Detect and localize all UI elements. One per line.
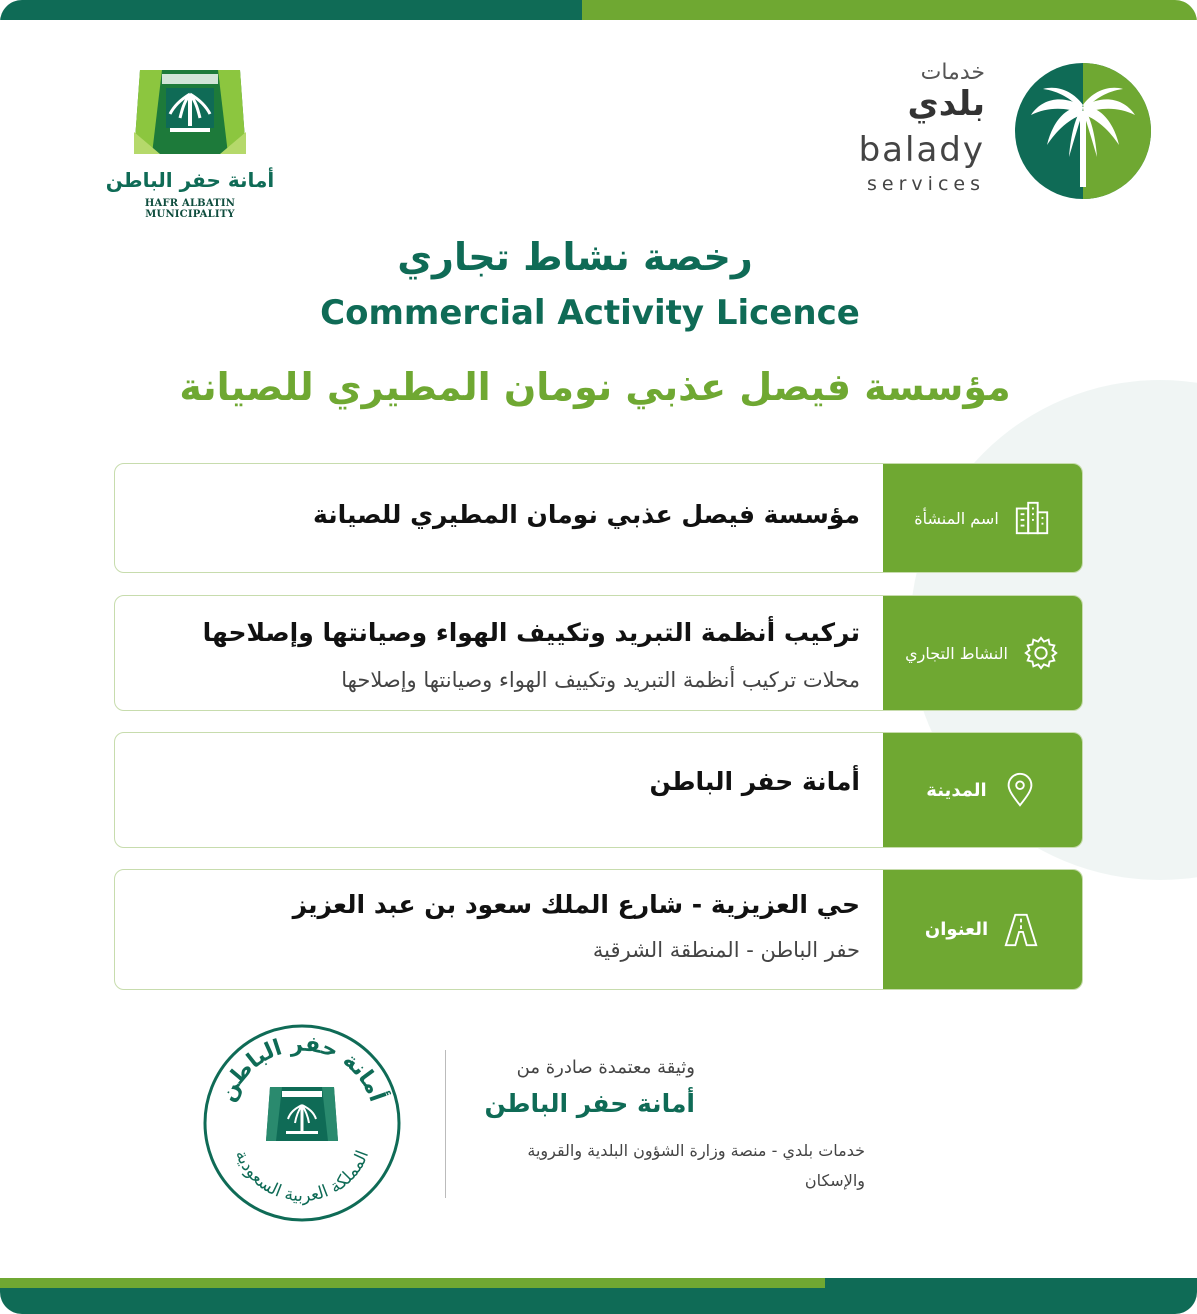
balady-services-ar: خدمات: [920, 60, 985, 85]
row-value-address: حي العزيزية - شارع الملك سعود بن عبد العزيز: [292, 890, 860, 919]
location-pin-icon: [1001, 771, 1039, 809]
row-label-text: المدينة: [926, 779, 987, 801]
municipality-name-en: HAFR ALBATIN MUNICIPALITY: [144, 198, 236, 220]
bottom-bar-dark: [0, 1288, 1197, 1314]
bottom-bar-green: [0, 1278, 825, 1288]
municipality-seal-icon: [202, 1023, 402, 1223]
seal-top-text: أمانة حفر الباطن: [214, 1031, 390, 1106]
row-value-activity: تركيب أنظمة التبريد وتكييف الهواء وصيانتها وإصلاحها: [202, 618, 860, 647]
bottom-bar-dark-segment: [825, 1278, 1197, 1288]
top-bar-green: [582, 0, 1197, 20]
row-label-text: النشاط التجاري: [905, 643, 1008, 663]
gear-icon: [1022, 634, 1060, 672]
balady-name-ar: بلدي: [907, 84, 985, 124]
balady-palm-emblem-icon: [1013, 61, 1153, 201]
row-commercial-activity: [114, 595, 1083, 711]
balady-name-en: balady: [858, 130, 985, 170]
issued-by-label: وثيقة معتمدة صادرة من: [516, 1057, 695, 1078]
seal-bottom-text: المملكة العربية السعودية: [230, 1147, 374, 1207]
row-value-city: أمانة حفر الباطن: [649, 767, 860, 796]
row-address: [114, 869, 1083, 990]
road-icon: [1002, 911, 1040, 949]
issuer-name: أمانة حفر الباطن: [484, 1089, 695, 1118]
row-label-text: العنوان: [924, 919, 989, 940]
title-arabic: رخصة نشاط تجاري: [397, 235, 753, 279]
row-label-activity: [883, 596, 1082, 710]
row-label-address: [883, 870, 1082, 989]
title-english: Commercial Activity Licence: [320, 293, 860, 333]
row-label-establishment: [883, 464, 1082, 572]
row-city: [114, 732, 1083, 848]
platform-text: خدمات بلدي - منصة وزارة الشؤون البلدية والقروية والإسكان: [527, 1141, 865, 1190]
row-label-city: [883, 733, 1082, 847]
municipality-name-ar: أمانة حفر الباطن: [105, 168, 275, 192]
building-icon: [1013, 499, 1051, 537]
svg-text:المملكة العربية السعودية: [231, 1148, 373, 1207]
establishment-title: مؤسسة فيصل عذبي نومان المطيري للصيانة: [179, 365, 1011, 409]
balady-services-en: services: [867, 173, 985, 195]
row-sub-activity: محلات تركيب أنظمة التبريد وتكييف الهواء وصيانتها وإصلاحها: [341, 668, 860, 692]
top-bar-dark: [0, 0, 582, 20]
row-establishment-name: [114, 463, 1083, 573]
row-sub-address: حفر الباطن - المنطقة الشرقية: [592, 938, 860, 962]
row-value-establishment: مؤسسة فيصل عذبي نومان المطيري للصيانة: [313, 500, 860, 529]
row-label-text: اسم المنشأة: [914, 508, 999, 528]
municipality-logo-icon: [100, 62, 280, 217]
